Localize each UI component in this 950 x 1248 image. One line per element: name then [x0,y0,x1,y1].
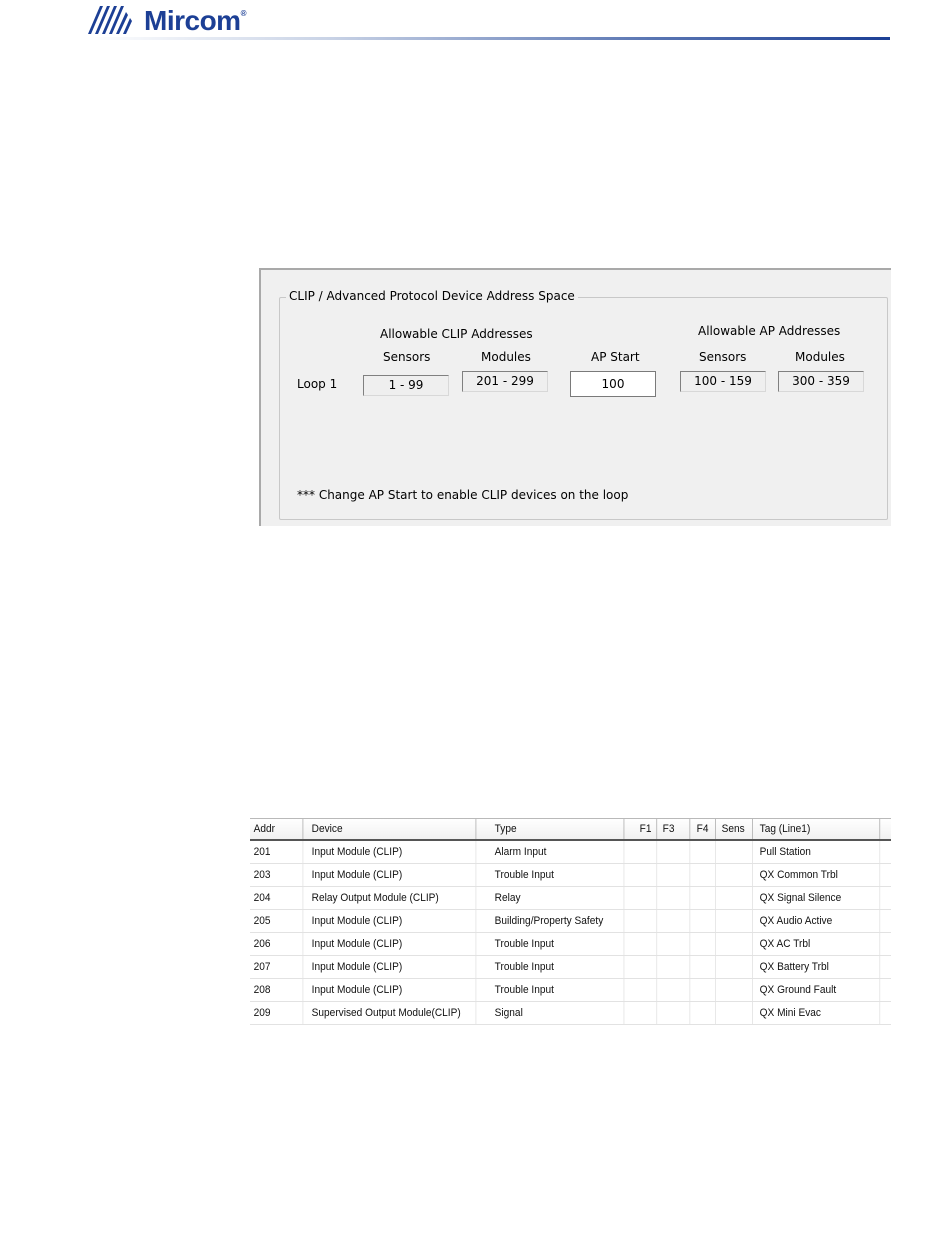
ap-modules-label: Modules [795,350,845,364]
column-header-addr[interactable]: Addr [250,819,303,839]
cell-f1 [636,1002,657,1024]
ap-modules-range: 300 - 359 [778,371,864,392]
cell-f1 [636,910,657,932]
column-header-f4[interactable]: F4 [693,819,716,839]
column-header-tag[interactable]: Tag (Line1) [756,819,880,839]
cell-f3 [659,910,690,932]
column-header-sens[interactable]: Sens [718,819,753,839]
clip-modules-label: Modules [481,350,531,364]
cell-addr: 207 [250,956,303,978]
mircom-logo [88,2,258,36]
cell-f4 [693,864,716,886]
clip-modules-range: 201 - 299 [462,371,548,392]
clip-addresses-heading: Allowable CLIP Addresses [380,327,533,341]
ap-start-label: AP Start [591,350,640,364]
cell-f1 [636,979,657,1001]
cell-sens [718,841,753,863]
cell-addr: 204 [250,887,303,909]
mircom-logo-icon [88,4,140,34]
cell-addr: 209 [250,1002,303,1024]
table-row[interactable] [250,887,891,910]
header-rule [88,37,890,40]
ap-start-note: *** Change AP Start to enable CLIP devices on the loop [297,488,629,502]
table-row[interactable] [250,956,891,979]
cell-addr: 205 [250,910,303,932]
group-title: CLIP / Advanced Protocol Device Address Space [286,289,578,303]
cell-sens [718,979,753,1001]
cell-sens [718,956,753,978]
cell-tag: QX Mini Evac [756,1002,880,1024]
table-header [250,818,891,841]
cell-f4 [693,979,716,1001]
ap-sensors-label: Sensors [699,350,747,364]
cell-f4 [693,841,716,863]
cell-addr: 206 [250,933,303,955]
cell-type: Building/Property Safety [491,910,624,932]
ap-addresses-heading: Allowable AP Addresses [698,324,841,338]
cell-f3 [659,1002,690,1024]
cell-device: Input Module (CLIP) [308,933,476,955]
cell-sens [718,1002,753,1024]
cell-f4 [693,887,716,909]
table-row[interactable] [250,864,891,887]
cell-f3 [659,933,690,955]
cell-tag: QX Ground Fault [756,979,880,1001]
cell-type: Relay [491,887,624,909]
cell-type: Trouble Input [491,956,624,978]
cell-device: Input Module (CLIP) [308,910,476,932]
cell-device: Input Module (CLIP) [308,979,476,1001]
cell-sens [718,933,753,955]
cell-f4 [693,933,716,955]
cell-type: Trouble Input [491,864,624,886]
cell-addr: 208 [250,979,303,1001]
cell-f3 [659,841,690,863]
cell-f4 [693,910,716,932]
cell-addr: 203 [250,864,303,886]
ap-sensors-range: 100 - 159 [680,371,766,392]
column-header-f3[interactable]: F3 [659,819,690,839]
cell-type: Trouble Input [491,979,624,1001]
cell-f3 [659,956,690,978]
clip-sensors-range: 1 - 99 [363,375,449,396]
cell-tag: Pull Station [756,841,880,863]
table-row[interactable] [250,841,891,864]
cell-sens [718,864,753,886]
cell-f1 [636,887,657,909]
table-row[interactable] [250,1002,891,1025]
brand-name: Mircom® [144,5,246,36]
column-header-type[interactable]: Type [491,819,624,839]
table-row[interactable] [250,910,891,933]
table-row[interactable] [250,979,891,1002]
cell-f1 [636,933,657,955]
cell-f3 [659,864,690,886]
cell-type: Trouble Input [491,933,624,955]
cell-type: Signal [491,1002,624,1024]
cell-f1 [636,864,657,886]
cell-f1 [636,956,657,978]
cell-f4 [693,956,716,978]
table-body [250,841,891,1025]
table-row[interactable] [250,933,891,956]
column-header-f1[interactable]: F1 [636,819,657,839]
cell-f4 [693,1002,716,1024]
column-header-device[interactable]: Device [308,819,476,839]
cell-device: Input Module (CLIP) [308,956,476,978]
cell-type: Alarm Input [491,841,624,863]
cell-f3 [659,887,690,909]
cell-device: Supervised Output Module(CLIP) [308,1002,476,1024]
ap-start-input[interactable]: 100 [570,371,656,397]
cell-tag: QX Battery Trbl [756,956,880,978]
cell-tag: QX Common Trbl [756,864,880,886]
cell-tag: QX Signal Silence [756,887,880,909]
cell-tag: QX AC Trbl [756,933,880,955]
cell-f3 [659,979,690,1001]
cell-sens [718,887,753,909]
cell-f1 [636,841,657,863]
loop-label: Loop 1 [297,377,338,391]
cell-sens [718,910,753,932]
cell-addr: 201 [250,841,303,863]
clip-sensors-label: Sensors [383,350,431,364]
cell-tag: QX Audio Active [756,910,880,932]
device-table [250,818,891,1025]
cell-device: Input Module (CLIP) [308,841,476,863]
cell-device: Input Module (CLIP) [308,864,476,886]
cell-device: Relay Output Module (CLIP) [308,887,476,909]
